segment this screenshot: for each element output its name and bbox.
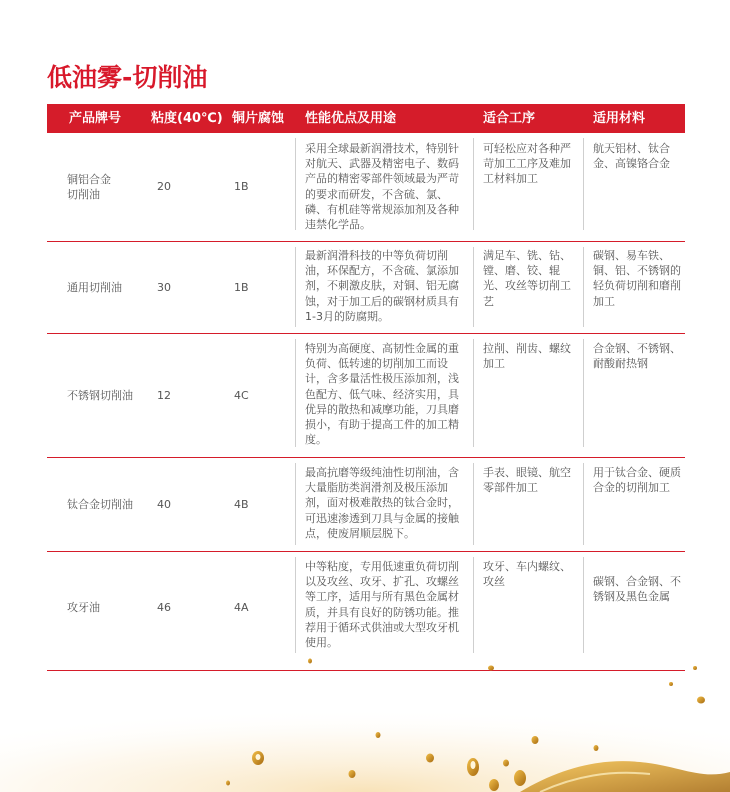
process-text: 拉削、削齿、螺纹加工 <box>483 342 571 371</box>
product-name: 不锈钢切削油 <box>67 388 133 402</box>
column-divider <box>295 339 296 447</box>
corrosion-value: 4A <box>234 601 249 615</box>
material-text: 碳钢、易车铁、铜、铝、不锈钢的轻负荷切削和磨削加工 <box>593 249 681 308</box>
product-name: 攻牙油 <box>67 601 100 615</box>
viscosity-value: 46 <box>157 601 171 615</box>
header-material: 适用材料 <box>593 111 646 126</box>
header-viscosity: 粘度(40℃) <box>151 111 223 126</box>
table-row <box>47 133 685 242</box>
column-divider <box>295 557 296 653</box>
column-divider <box>583 463 584 545</box>
oil-splash-decoration <box>0 640 730 792</box>
header-performance: 性能优点及用途 <box>305 111 397 126</box>
process-text: 可轻松应对各种严苛加工工序及难加工材料加工 <box>483 142 571 186</box>
table-header <box>47 104 685 133</box>
corrosion-value: 4C <box>234 388 249 402</box>
corrosion-value: 1B <box>234 180 249 194</box>
column-divider <box>583 557 584 653</box>
viscosity-value: 40 <box>157 497 171 511</box>
product-name: 铜铝合金 切削油 <box>67 172 111 201</box>
process-text: 手表、眼镜、航空零部件加工 <box>483 466 571 495</box>
product-name: 通用切削油 <box>67 280 122 294</box>
viscosity-value: 30 <box>157 280 171 294</box>
performance-text: 最新润滑科技的中等负荷切削油，环保配方，不含硫、氯添加剂，不刺激皮肤，对铜、铝无腐蚀，对于加工后的碳钢材质具有1-3月的防腐期。 <box>305 249 459 323</box>
corrosion-value: 1B <box>234 280 249 294</box>
corrosion-value: 4B <box>234 497 249 511</box>
performance-text: 特别为高硬度、高韧性金属的重负荷、低转速的切削加工而设计，含多量活性极压添加剂，浅色配方、低气味、经济实用，具优异的散热和减摩功能，刀具磨损小，有助于提高工件的加工精度。 <box>305 342 459 447</box>
table-row <box>47 458 685 552</box>
product-table <box>47 104 685 671</box>
process-text: 满足车、铣、钻、镗、磨、铰、辊光、攻丝等切削工艺 <box>483 249 571 308</box>
material-text: 合金钢、不锈钢、耐酸耐热钢 <box>593 342 681 371</box>
column-divider <box>583 247 584 327</box>
page-title: 低油雾-切削油 <box>47 63 208 92</box>
column-divider <box>473 339 474 447</box>
column-divider <box>295 463 296 545</box>
column-divider <box>295 138 296 230</box>
performance-text: 最高抗磨等级纯油性切削油，含大量脂肪类润滑剂及极压添加剂，面对极难散热的钛合金时，可迅速渗透到刀具与金属的接触点，使废屑顺层脱下。 <box>305 466 459 540</box>
column-divider <box>295 247 296 327</box>
column-divider <box>583 138 584 230</box>
performance-text: 采用全球最新润滑技术，特别针对航天、武器及精密电子、数码产品的精密零部件领域最为严苛的要求而研发，不含硫、氯、磷、有机硅等常规添加剂及各种违禁化学品。 <box>305 142 459 232</box>
column-divider <box>473 463 474 545</box>
header-product: 产品牌号 <box>69 111 122 126</box>
viscosity-value: 12 <box>157 388 171 402</box>
table-row <box>47 242 685 334</box>
performance-text: 中等粘度，专用低速重负荷切削以及攻丝、攻牙、扩孔、攻螺丝等工序，适用与所有黑色金属材质，并具有良好的防锈功能。推荐用于循环式供油或大型攻牙机使用。 <box>305 560 459 650</box>
table-row <box>47 334 685 458</box>
column-divider <box>473 247 474 327</box>
material-text: 航天铝材、钛合金、高镍铬合金 <box>593 142 670 171</box>
header-corrosion: 铜片腐蚀 <box>232 111 285 126</box>
column-divider <box>473 138 474 230</box>
header-process: 适合工序 <box>483 111 536 126</box>
column-divider <box>583 339 584 447</box>
product-name: 钛合金切削油 <box>67 497 133 511</box>
material-text: 用于钛合金、硬质合金的切削加工 <box>593 466 681 495</box>
viscosity-value: 20 <box>157 180 171 194</box>
process-text: 攻牙、车内螺纹、攻丝 <box>483 560 571 589</box>
column-divider <box>473 557 474 653</box>
material-text: 碳钢、合金钢、不锈钢及黑色金属 <box>593 575 681 604</box>
